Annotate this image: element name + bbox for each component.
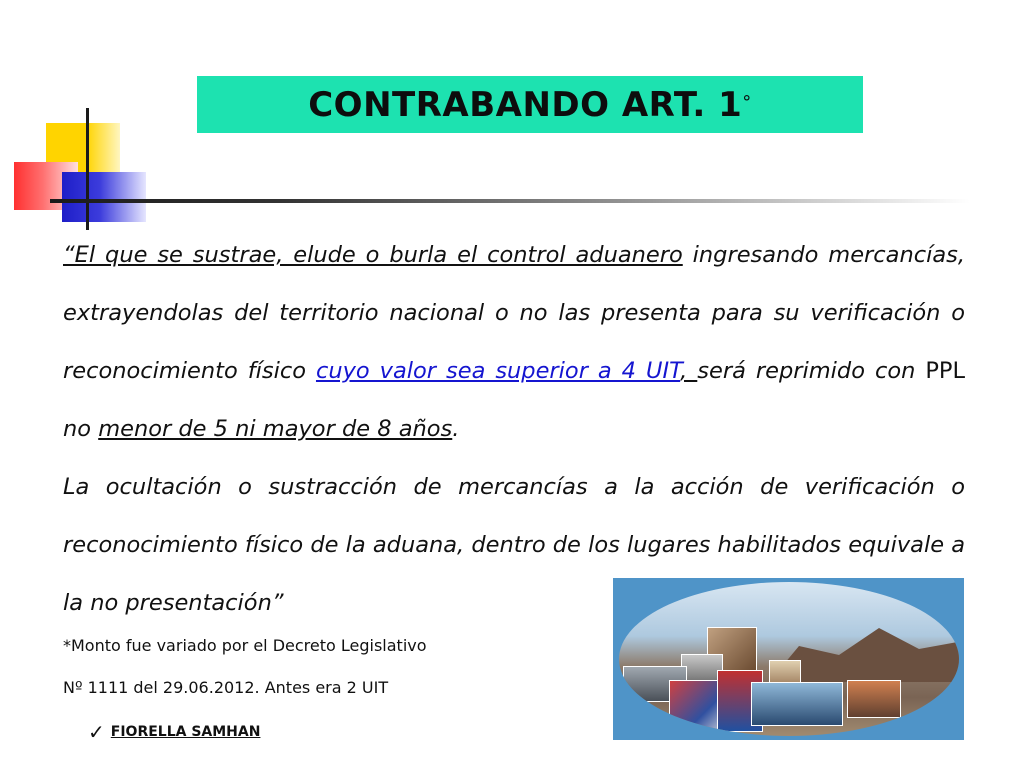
- slide-body: [63, 226, 965, 632]
- author-line: [88, 720, 260, 744]
- vertical-rule: [86, 108, 89, 230]
- paragraph-text: será reprimido con: [697, 358, 926, 384]
- footnote-line-1: *Monto fue variado por el Decreto Legislativo: [63, 636, 427, 655]
- collage-ellipse: [619, 582, 959, 736]
- slide-title: [308, 85, 752, 125]
- underlined-clause: “El que se sustrae, elude o burla el control aduanero: [63, 242, 683, 268]
- footnote-line-2: Nº 1111 del 29.06.2012. Antes era 2 UIT: [63, 678, 389, 697]
- corner-decoration: [0, 0, 170, 240]
- horizontal-rule: [50, 199, 970, 203]
- check-icon: ✓: [88, 720, 105, 744]
- uit-value-link[interactable]: cuyo valor sea superior a 4 UIT: [315, 358, 681, 384]
- penalty-range: menor de 5 ni mayor de 8 años: [98, 416, 453, 442]
- ship-photo: [751, 682, 843, 726]
- paragraph-text: no: [63, 416, 99, 442]
- port-photo: [847, 680, 901, 718]
- paragraph-end: .: [452, 416, 460, 442]
- title-degree-mark: °: [742, 91, 752, 113]
- author-name: FIORELLA SAMHAN: [110, 724, 261, 740]
- slide-title-banner: [197, 76, 863, 133]
- title-text: CONTRABANDO ART. 1: [308, 84, 743, 125]
- concealment-paragraph: La ocultación o sustracción de mercancías a la acción de verificación o reconocimiento físico de la aduana, dentro de los lugares habilitados equivale a la no presentación”: [63, 474, 965, 616]
- customs-photo-collage: [613, 578, 964, 740]
- article-paragraph: [63, 226, 965, 458]
- ppl-text: PPL: [925, 358, 965, 384]
- paragraph-text: ingresando mercancías, extrayendolas del territorio nacional o no las presenta para su verificación o reconocimiento físico: [63, 242, 965, 384]
- link-tail: ,: [680, 358, 698, 384]
- blue-square: [62, 172, 146, 222]
